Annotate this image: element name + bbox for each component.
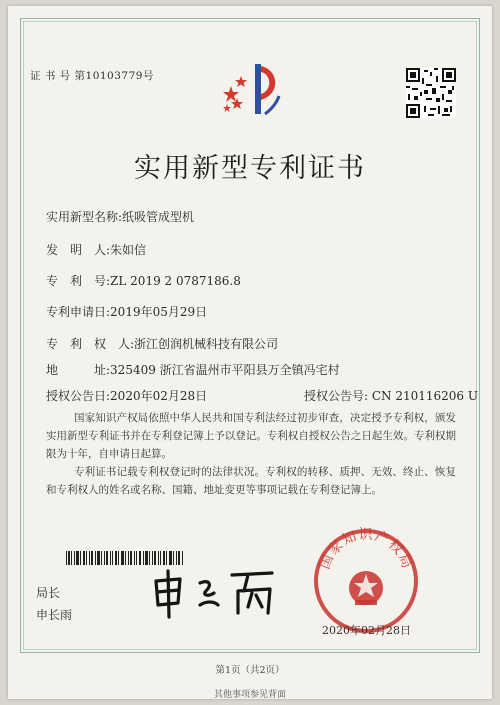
seal-date: 2020年02月28日	[322, 624, 411, 637]
field-label: 专利申请日:	[46, 305, 111, 319]
field-label: 专 利 权 人:	[46, 337, 135, 351]
certificate-number: 证 书 号 第10103779号	[30, 70, 154, 82]
certificate-paper	[8, 6, 492, 699]
paragraph-registration: 专利证书记载专利权登记时的法律状况。专利权的转移、质押、无效、终止、恢复和专利权人的姓名或名称、国籍、地址变更等事项记载在专利登记簿上。	[46, 466, 456, 496]
cnipa-logo-icon	[213, 56, 293, 126]
field-address	[46, 361, 340, 378]
certificate-title: 实用新型专利证书	[134, 153, 366, 184]
field-utility-model-name	[46, 208, 194, 225]
handwritten-signature-icon	[148, 561, 288, 621]
field-value: 朱如信	[110, 243, 147, 257]
field-patentee	[46, 335, 278, 352]
field-value: 纸吸管成型机	[122, 210, 195, 224]
field-application-date	[46, 303, 207, 320]
field-value: 325409 浙江省温州市平阳县万全镇冯宅村	[110, 363, 340, 377]
director-name: 申长雨	[36, 608, 73, 622]
field-value: ZL 2019 2 0787186.8	[110, 274, 241, 288]
svg-text:国家知识产权局	[317, 527, 415, 571]
field-inventor	[46, 241, 146, 258]
field-patent-number	[46, 272, 241, 289]
paragraph-grant: 国家知识产权局依照中华人民共和国专利法经过初步审查，决定授予专利权，颁发实用新型专利证书并在专利登记簿上予以登记。专利权自授权公告之日起生效。专利权期限为十年，自申请日起算。	[46, 412, 456, 460]
field-value: 2020年02月28日	[110, 389, 208, 403]
field-value: 浙江创润机械科技有限公司	[134, 337, 279, 351]
field-label: 发 明 人:	[46, 243, 111, 257]
footer-note: 其他事项参见背面	[213, 690, 286, 700]
director-title: 局长	[36, 586, 61, 600]
qr-code-icon	[406, 68, 456, 118]
field-label: 授权公告日:	[46, 389, 111, 403]
field-value: 2019年05月29日	[110, 305, 208, 319]
page-number: 第1页（共2页）	[215, 665, 285, 676]
field-label: 实用新型名称:	[46, 210, 123, 224]
official-seal-icon	[311, 526, 421, 636]
publication-number: 授权公告号: CN 210116206 U	[304, 389, 478, 403]
field-grant-announcement-date	[46, 387, 207, 404]
field-label: 专 利 号:	[46, 274, 111, 288]
field-label: 地 址:	[46, 363, 111, 377]
seal-text: 国家知识产权局	[316, 527, 416, 572]
